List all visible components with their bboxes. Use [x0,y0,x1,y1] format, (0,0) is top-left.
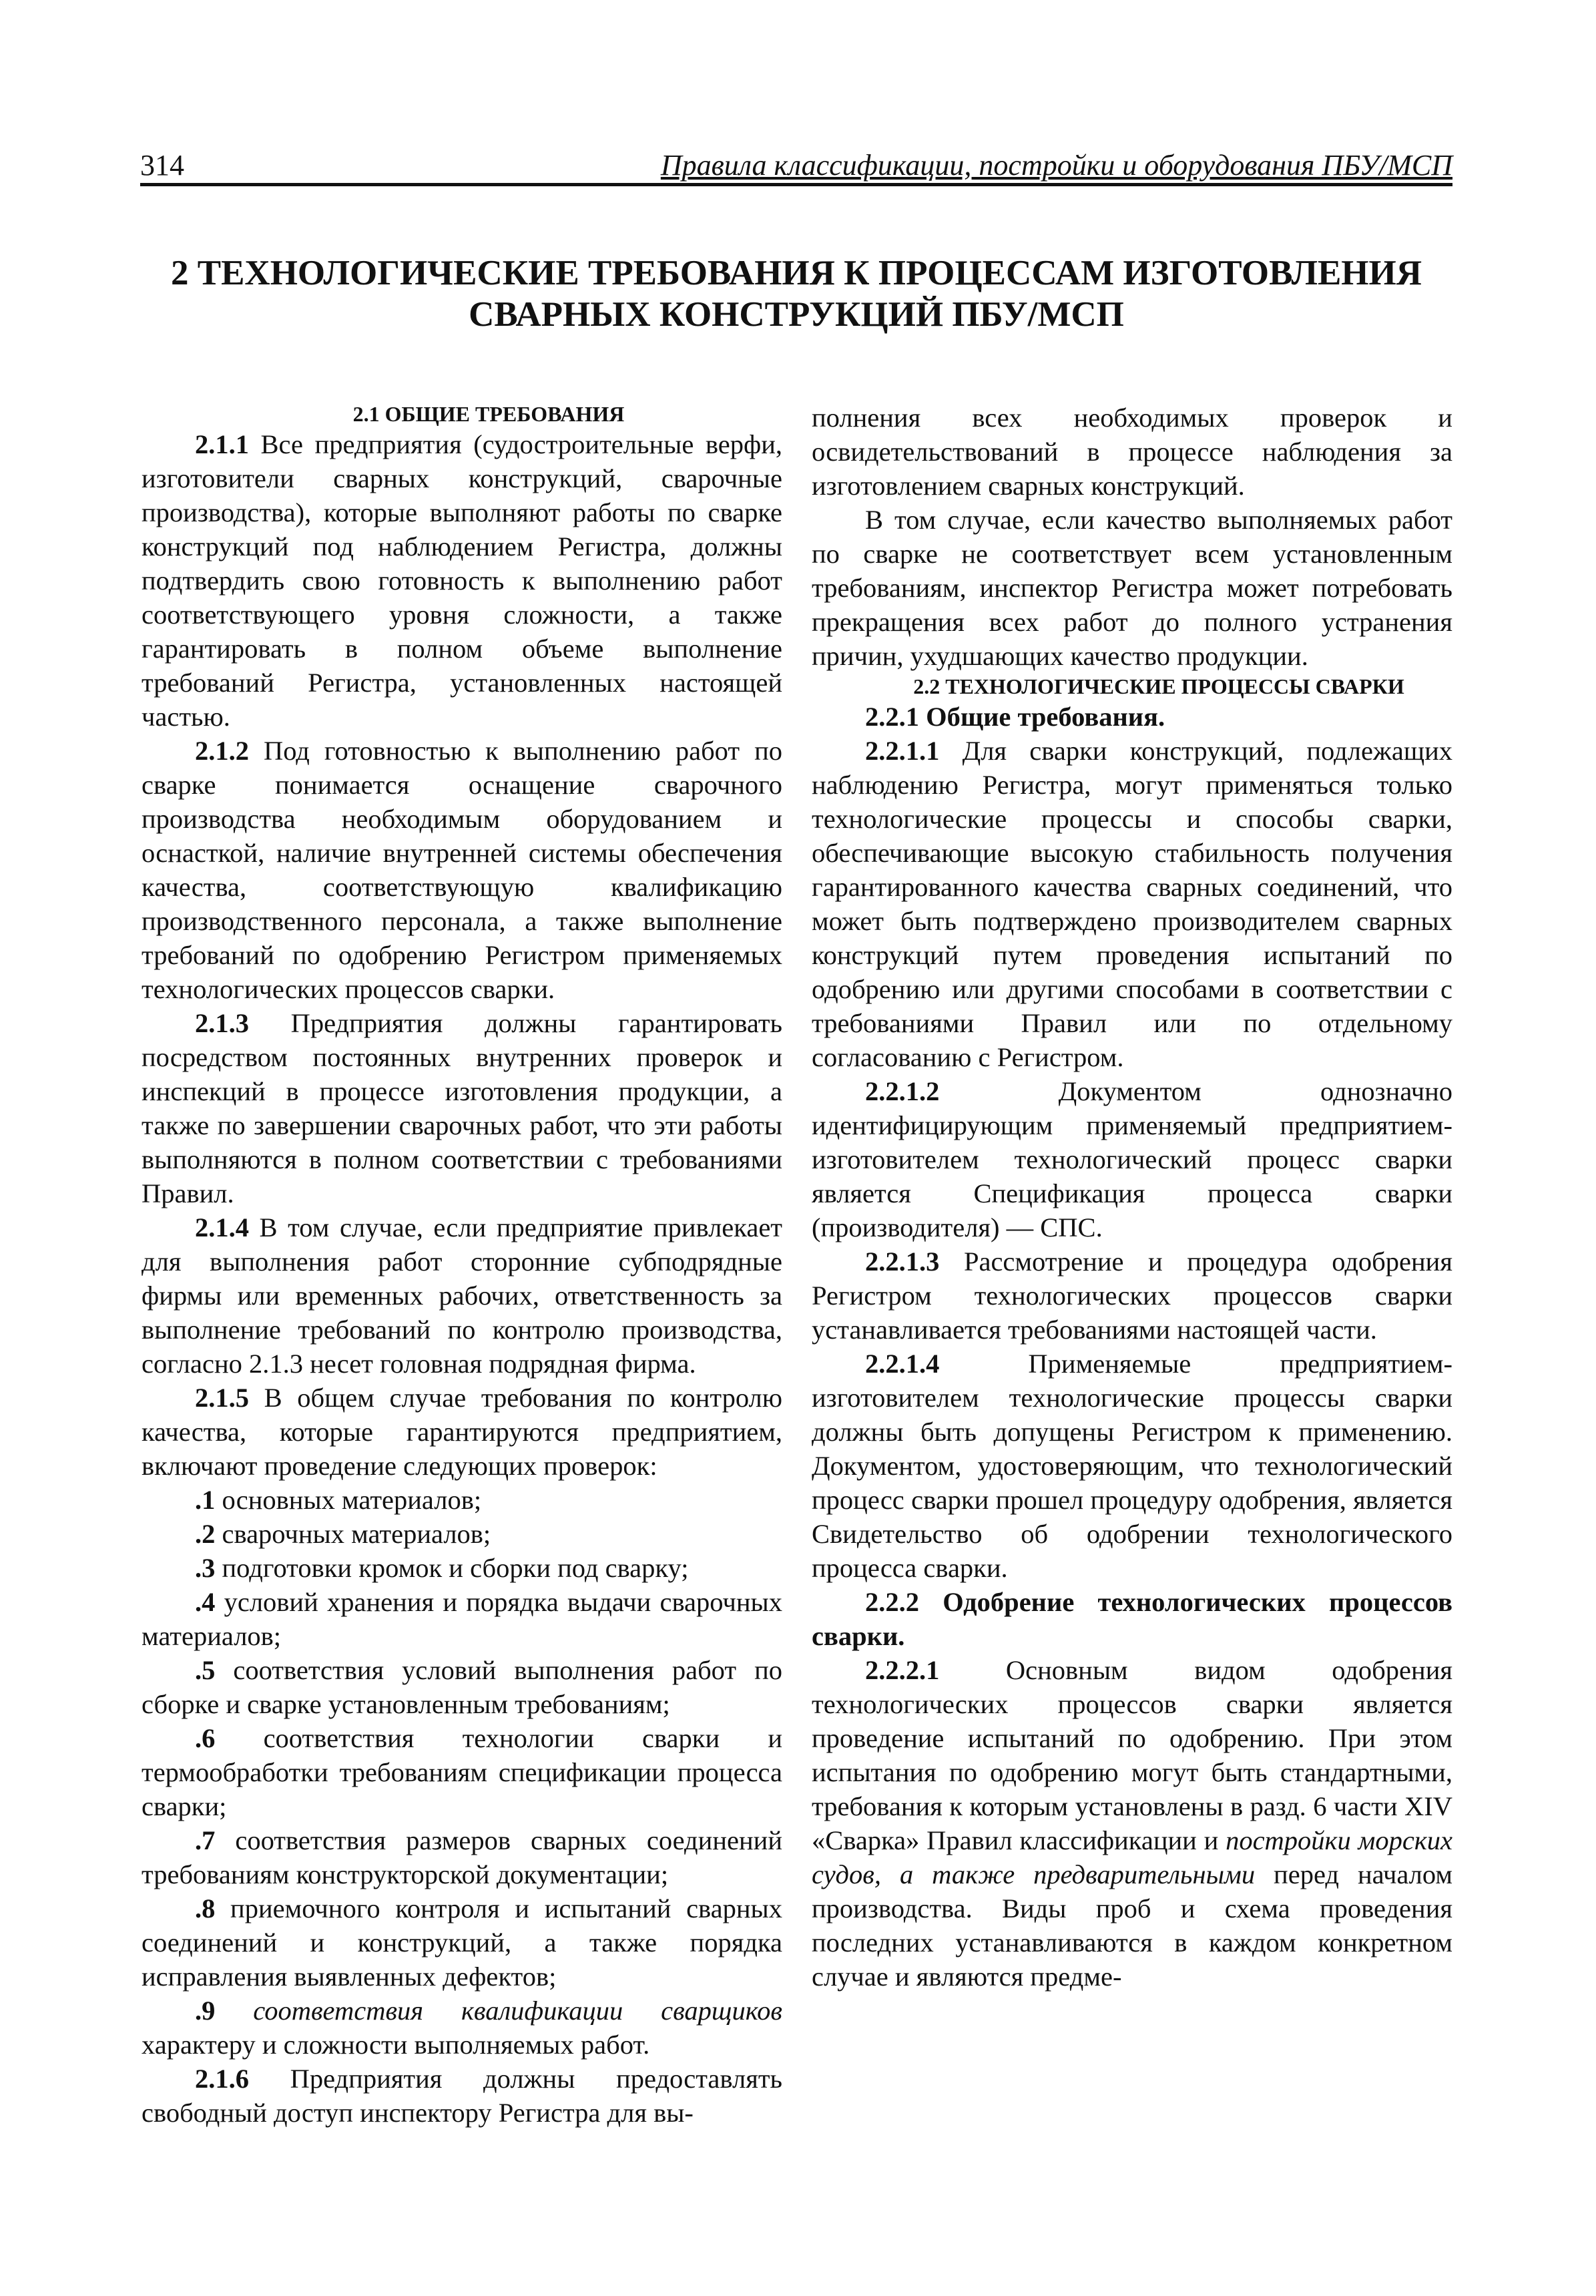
item-text: сварочных материалов; [215,1519,491,1549]
clause-number: 2.1.3 [195,1008,249,1038]
list-item [142,1585,782,1653]
paragraph-text: Рассмотрение и процедура одобрения Регистром технологических процессов сварки устанавливается требованиями настоящей части. [812,1246,1452,1345]
clause-number: 2.2.1 [865,702,919,732]
item-number: .4 [195,1587,216,1617]
paragraph-2-2-2-1 [812,1653,1452,1994]
chapter-title-line-2: СВАРНЫХ КОНСТРУКЦИЙ ПБУ/МСП [469,295,1124,334]
item-number: .1 [195,1485,216,1515]
clause-number: 2.1.2 [195,736,249,766]
check-list [142,1483,782,2062]
paragraph-2-1-5 [142,1381,782,1483]
item-text: соответствия условий выполнения работ по сборке и сварке установленным требованиям; [142,1655,782,1719]
item-text: условий хранения и порядка выдачи сварочных материалов; [142,1587,782,1651]
chapter-title [140,252,1452,335]
paragraph-2-1-6 [142,2062,782,2130]
subheading-2-2-1 [812,700,1452,734]
paragraph-text: Документом однозначно идентифицирующим применяемый предприятием-изготовителем технологический процесс сварки является Спецификация процесса сварки (производителя) — СПС. [812,1076,1452,1242]
paragraph-text: Основным видом одобрения технологических процессов сварки является проведение испытаний по одобрению. При этом испытания по одобрению могут быть стандартными, требования к которым установлены в разд. 6 части XIV «Сварка» Правил классификации и [812,1655,1452,1855]
list-item [142,1551,782,1585]
paragraph-2-1-4 [142,1210,782,1381]
list-item [142,1721,782,1823]
paragraph-2-2-1-3 [812,1244,1452,1347]
list-item [142,1994,782,2062]
item-text: подготовки кромок и сборки под сварку; [215,1553,689,1583]
section-heading-2-1: 2.1 ОБЩИЕ ТРЕБОВАНИЯ [352,402,625,426]
paragraph-2-2-1-2 [812,1074,1452,1244]
paragraph-text: Предприятия должны гарантировать посредством постоянных внутренних проверок и инспекций в процессе изготовления продукции, а также по завершении сварочных работ, что эти работы выполняются в полном соответствии с требованиями Правил. [142,1008,782,1208]
chapter-title-line-1: 2 ТЕХНОЛОГИЧЕСКИЕ ТРЕБОВАНИЯ К ПРОЦЕССАМ ИЗГОТОВЛЕНИЯ [170,254,1422,292]
item-text: соответствия размеров сварных соединений требованиям конструкторской документации; [142,1825,782,1889]
list-item [142,1517,782,1551]
clause-number: 2.1.5 [195,1383,249,1413]
paragraph-text: Под готовностью к выполнению работ по сварке понимается оснащение сварочного производства необходимым оборудованием и оснасткой, наличие внутренней системы обеспечения качества, соответствующую квалификацию производственного персонала, а также выполнение требований по одобрению Регистром применяемых технологических процессов сварки. [142,736,782,1004]
clause-number: 2.2.1.4 [865,1349,940,1379]
paragraph-text: Применяемые предприятием-изготовителем технологические процессы сварки должны быть допущены Регистром к применению. Документом, удостоверяющим, что технологический процесс сварки прошел процедуру одобрения, является Свидетельство об одобрении технологического процесса сварки. [812,1349,1452,1583]
paragraph-text: В том случае, если предприятие привлекает для выполнения работ сторонние субподрядные фирмы или временных рабочих, ответственность за выполнение требований по контролю производства, согласно 2.1.3 несет головная подрядная фирма. [142,1212,782,1379]
item-text: основных материалов; [215,1485,482,1515]
item-number: .2 [195,1519,216,1549]
list-item [142,1891,782,1994]
list-item [142,1823,782,1891]
clause-number: 2.2.1.2 [865,1076,940,1106]
running-title: Правила классификации, постройки и оборудования ПБУ/МСП [660,149,1452,182]
paragraph-text-end: перед началом производства. Виды проб и схема проведения последних устанавливаются в каждом конкретном случае и являются предме- [812,1859,1452,1992]
item-number: .7 [195,1825,216,1855]
clause-number: 2.1.1 [195,429,249,459]
subheading-title: Одобрение технологических процессов сварки. [812,1587,1452,1651]
item-text: приемочного контроля и испытаний сварных соединений и конструкций, а также порядка исправления выявленных дефектов; [142,1893,782,1992]
section-heading-2-2: 2.2 ТЕХНОЛОГИЧЕСКИЕ ПРОЦЕССЫ СВАРКИ [913,674,1404,698]
clause-number: 2.2.2 [865,1587,919,1617]
page-number: 314 [140,149,184,182]
clause-number: 2.2.1.3 [865,1246,940,1277]
list-item [142,1483,782,1517]
page-header [140,148,1452,186]
paragraph-2-1-1 [142,427,782,734]
item-number: .9 [195,1996,216,2026]
item-number: .8 [195,1893,216,1923]
paragraph-2-1-6-continued: полнения всех необходимых проверок и освидетельствований в процессе наблюдения за изготовлением сварных конструкций. [812,403,1452,501]
clause-number: 2.2.1.1 [865,736,940,766]
subheading-2-2-2 [812,1585,1452,1653]
paragraph-2-2-1-1 [812,734,1452,1074]
paragraph-2-2-1-4 [812,1347,1452,1585]
paragraph-text: Все предприятия (судостроительные верфи, изготовители сварных конструкций, сварочные производства), которые выполняют работы по сварке конструкций под наблюдением Регистра, должны подтвердить свою готовность к выполнению работ соответствующего уровня сложности, а также гарантировать в полном объеме выполнение требований Регистра, установленных настоящей частью. [142,429,782,732]
paragraph-text: В общем случае требования по контролю качества, которые гарантируются предприятием, включают проведение следующих проверок: [142,1383,782,1481]
clause-number: 2.1.6 [195,2064,249,2094]
item-number: .3 [195,1553,216,1583]
paragraph-text: Предприятия должны предоставлять свободный доступ инспектору Регистра для вы- [142,2064,782,2128]
list-item [142,1653,782,1721]
item-text: характеру и сложности выполняемых работ. [142,2030,650,2060]
clause-number: 2.1.4 [195,1212,249,1242]
subheading-title: Общие требования. [919,702,1165,732]
paragraph-2-1-2 [142,734,782,1006]
paragraph-2-1-6-b: В том случае, если качество выполняемых работ по сварке не соответствует всем установленным требованиям, инспектор Регистра может потребовать прекращения всех работ до полного устранения причин, ухудшающих качество продукции. [812,505,1452,671]
item-number: .6 [195,1723,216,1753]
item-number: .5 [195,1655,216,1685]
item-text-italic: соответствия квалификации сварщиков [215,1996,782,2026]
item-text: соответствия технологии сварки и термообработки требованиям спецификации процесса сварки; [142,1723,782,1821]
left-column [142,401,782,2130]
paragraph-text-italic: постройки морских судов, а также предварительными [812,1825,1452,1889]
clause-number: 2.2.2.1 [865,1655,940,1685]
right-column [812,401,1452,1994]
paragraph-text: Для сварки конструкций, подлежащих наблюдению Регистра, могут применяться только технологические процессы и способы сварки, обеспечивающие высокую стабильность получения гарантированного качества сварных соединений, что может быть подтверждено производителем сварных конструкций путем проведения испытаний по одобрению или другими способами в соответствии с требованиями Правил или по отдельному согласованию с Регистром. [812,736,1452,1072]
paragraph-2-1-3 [142,1006,782,1210]
